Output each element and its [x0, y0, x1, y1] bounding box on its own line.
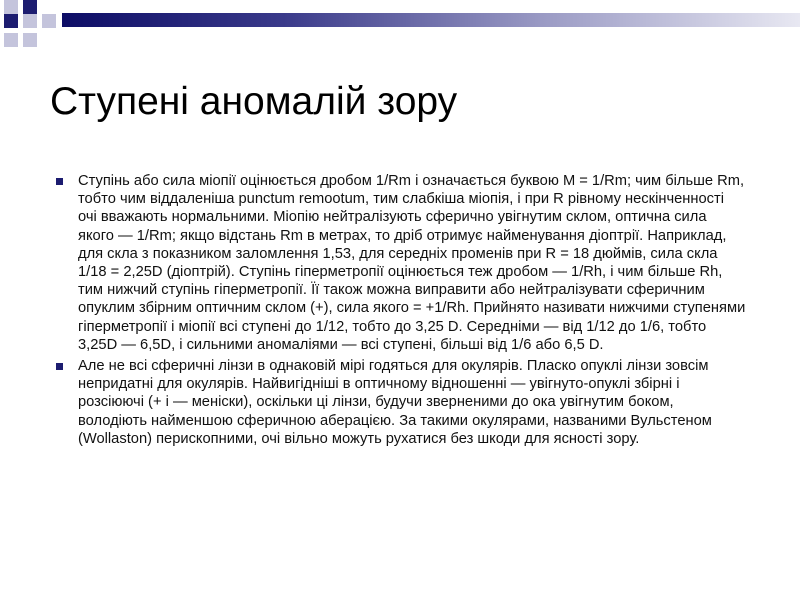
checker-square: [4, 14, 18, 28]
checker-square: [4, 0, 18, 14]
bullet-list: [56, 172, 746, 451]
bullet-text: Але не всі сферичні лінзи в однаковій мірі годяться для окулярів. Плаcко опуклі лінзи зовсім непридатні для окулярів. Найвигідніші в оптичному відношенні — увігнуто-опуклі збірні і розсіюючі (+ і — меніски), оскільки ці лінзи, будучи зверненими до ока увігнутим боком, володіють найменшою сферичною аберацією. За такими окулярами, названими Вульстеном (Wollaston) перископними, очі вільно можуть рухатися без шкоди для ясності зору.: [78, 358, 712, 447]
bullet-item: [56, 172, 746, 354]
checker-square: [23, 33, 37, 47]
square-bullet-icon: [56, 178, 63, 185]
square-bullet-icon: [56, 363, 63, 370]
bullet-text: Ступінь або сила міопії оцінюється дробом 1/Rm і означається буквою M = 1/Rm; чим більше Rm, тобто чим віддаленіша punctum remootum, тим слабкіша міопія, і при R рівному нескінченності очі вважають нормальними. Міопію нейтралізують сферично увігнутим склом, оптична сила якого — 1/Rm; якщо відстань Rm в метрах, то дріб отримує найменування діоптрії. Наприклад, для скла з показником заломлення 1,53, для середніх променів при R = 18 дюймів, сила скла 1/18 = 2,25D (діоптрій). Ступінь гіперметропії оцінюється теж дробом — 1/Rh, і чим більше Rh, тим нижчий ступінь гіперметропії. Її також можна виправити або нейтралізувати сферичним опуклим збірним оптичним склом (+), сила якого = +1/Rh. Прийнято називати нижчими ступенями гіперметропії і міопії всі ступені до 1/12, тобто до 3,25 D. Середніми — від 1/12 до 1/6, тобто 3,25D — 6,5D, і сильними аномаліями — всі ступені, більші від 1/6 або 6,5 D.: [78, 173, 746, 353]
checker-square: [42, 14, 56, 28]
slide-title: Ступені аномалій зору: [50, 80, 458, 123]
checker-decoration: [0, 0, 60, 60]
bullet-item: [56, 357, 746, 448]
checker-square: [23, 14, 37, 28]
checker-square: [4, 33, 18, 47]
header-gradient-bar: [62, 13, 800, 27]
checker-square: [23, 0, 37, 14]
